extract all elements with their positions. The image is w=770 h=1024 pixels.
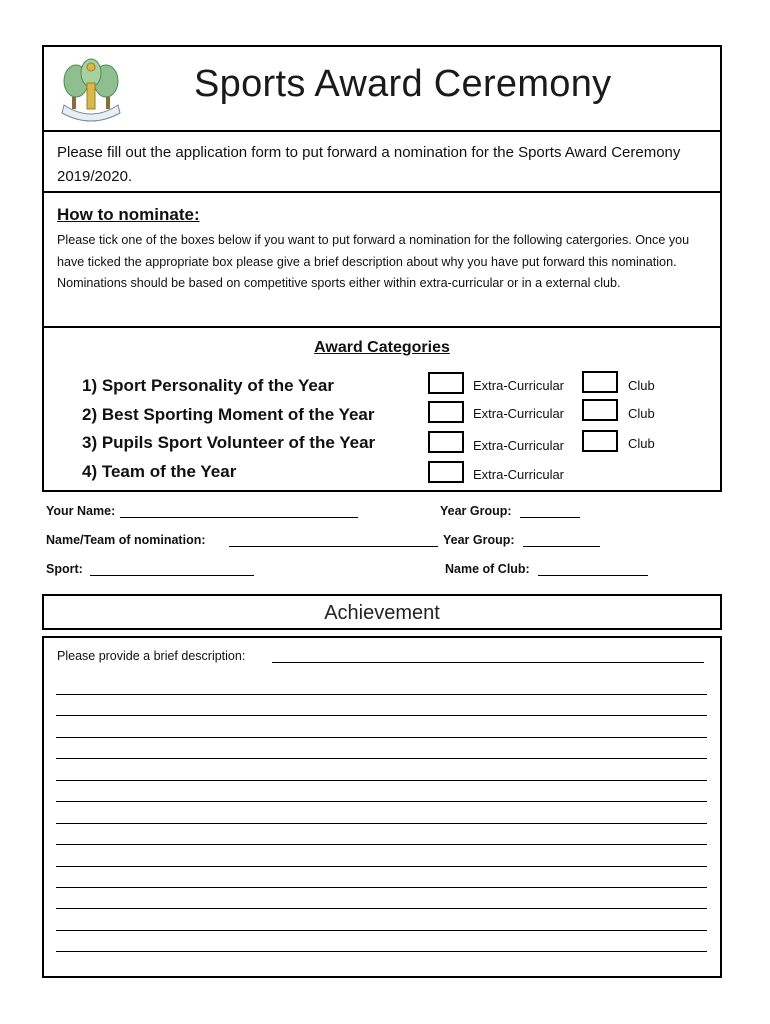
name-team-label: Name/Team of nomination: [46,533,206,547]
description-line[interactable] [56,737,707,738]
how-to-instructions: Please tick one of the boxes below if you want to put forward a nomination for the following catergories. Once you have ticked the appropriate box please give a brief description about why you have put forward this nomination. Nominations should be based on competitive sports either within extra-curricular or in a external club. [57,233,690,290]
description-line[interactable] [56,887,707,888]
description-field[interactable] [272,662,704,663]
category-label: 1) Sport Personality of the Year [82,376,334,395]
description-line[interactable] [56,951,707,952]
how-to-box [42,191,722,328]
sport-field[interactable] [90,575,254,576]
your-name-field[interactable] [120,517,358,518]
sport-label: Sport: [46,562,83,576]
description-line[interactable] [56,844,707,845]
year-group-label: Year Group: [443,533,515,547]
extra-curricular-checkbox[interactable] [428,461,464,483]
achievement-title: Achievement [324,602,440,624]
description-line[interactable] [56,930,707,931]
club-label: Club [628,436,655,451]
description-line[interactable] [56,758,707,759]
club-label: Club [628,406,655,421]
header-box [42,45,722,132]
description-label: Please provide a brief description: [57,649,246,663]
description-line[interactable] [56,866,707,867]
how-to-heading: How to nominate: [57,205,200,224]
extra-curricular-label: Extra-Curricular [473,438,565,453]
club-label: Club [628,378,655,393]
club-checkbox[interactable] [582,430,618,452]
club-name-field[interactable] [538,575,648,576]
achievement-description-box [42,636,722,978]
extra-curricular-checkbox[interactable] [428,431,464,453]
description-line[interactable] [56,801,707,802]
school-crest-logo [54,53,128,127]
extra-curricular-label: Extra-Curricular [473,378,565,393]
award-categories-box [42,326,722,492]
category-label: 4) Team of the Year [82,462,237,481]
description-line[interactable] [56,823,707,824]
year-group-field[interactable] [520,517,580,518]
club-name-label: Name of Club: [445,562,530,576]
page-title: Sports Award Ceremony [194,63,612,105]
intro-text: Please fill out the application form to put forward a nomination for the Sports Award Ceremony 2019/2020. [57,144,681,185]
description-line[interactable] [56,780,707,781]
description-line[interactable] [56,715,707,716]
year-group-field[interactable] [523,546,600,547]
club-checkbox[interactable] [582,371,618,393]
achievement-title-box [42,594,722,630]
description-line[interactable] [56,694,707,695]
extra-curricular-checkbox[interactable] [428,401,464,423]
extra-curricular-label: Extra-Curricular [473,467,565,482]
name-team-field[interactable] [229,546,438,547]
category-label: 2) Best Sporting Moment of the Year [82,405,375,424]
intro-box [42,130,722,193]
category-label: 3) Pupils Sport Volunteer of the Year [82,433,376,452]
club-checkbox[interactable] [582,399,618,421]
extra-curricular-label: Extra-Curricular [473,406,565,421]
your-name-label: Your Name: [46,504,116,518]
description-line[interactable] [56,908,707,909]
award-categories-heading: Award Categories [314,339,450,356]
year-group-label: Year Group: [440,504,512,518]
extra-curricular-checkbox[interactable] [428,372,464,394]
